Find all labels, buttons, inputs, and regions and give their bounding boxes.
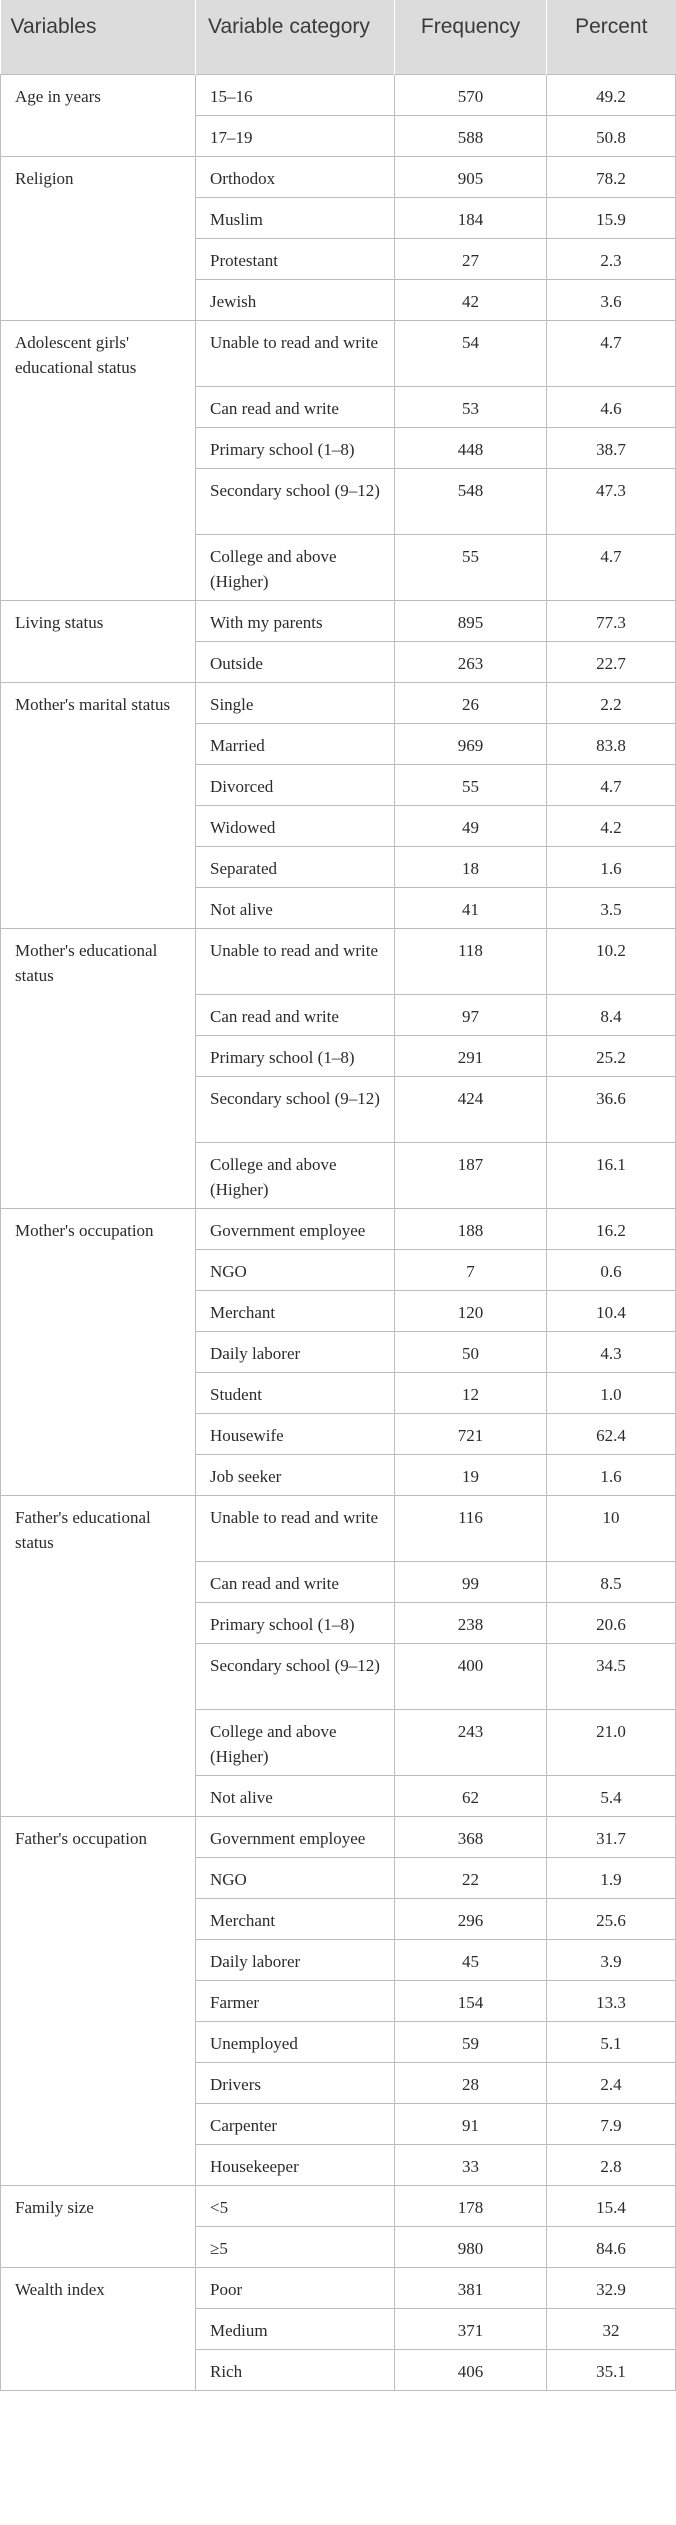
frequency-cell: 296 xyxy=(395,1898,547,1939)
frequency-cell: 905 xyxy=(395,156,547,197)
frequency-cell: 154 xyxy=(395,1980,547,2021)
percent-cell: 10.4 xyxy=(547,1290,676,1331)
table-row xyxy=(1,600,676,641)
table-row xyxy=(1,1208,676,1249)
variable-cell: Father's educational status xyxy=(1,1495,196,1816)
percent-cell: 16.2 xyxy=(547,1208,676,1249)
frequency-cell: 91 xyxy=(395,2103,547,2144)
frequency-cell: 371 xyxy=(395,2308,547,2349)
percent-cell: 4.7 xyxy=(547,534,676,600)
header-category: Variable category xyxy=(196,0,395,74)
frequency-cell: 49 xyxy=(395,805,547,846)
category-cell: Unable to read and write xyxy=(196,320,395,386)
percent-cell: 25.2 xyxy=(547,1035,676,1076)
category-cell: Muslim xyxy=(196,197,395,238)
frequency-cell: 969 xyxy=(395,723,547,764)
frequency-cell: 28 xyxy=(395,2062,547,2103)
variable-cell: Age in years xyxy=(1,74,196,156)
frequency-cell: 97 xyxy=(395,994,547,1035)
variable-cell: Living status xyxy=(1,600,196,682)
category-cell: Merchant xyxy=(196,1898,395,1939)
variable-cell: Mother's educational status xyxy=(1,928,196,1208)
frequency-cell: 263 xyxy=(395,641,547,682)
category-cell: Rich xyxy=(196,2349,395,2390)
frequency-cell: 188 xyxy=(395,1208,547,1249)
variable-cell: Mother's marital status xyxy=(1,682,196,928)
frequency-cell: 33 xyxy=(395,2144,547,2185)
percent-cell: 77.3 xyxy=(547,600,676,641)
category-cell: NGO xyxy=(196,1249,395,1290)
category-cell: Not alive xyxy=(196,887,395,928)
category-cell: Housewife xyxy=(196,1413,395,1454)
percent-cell: 3.6 xyxy=(547,279,676,320)
frequency-cell: 22 xyxy=(395,1857,547,1898)
frequency-cell: 27 xyxy=(395,238,547,279)
table-row xyxy=(1,2185,676,2226)
category-cell: 15–16 xyxy=(196,74,395,115)
percent-cell: 84.6 xyxy=(547,2226,676,2267)
frequency-cell: 18 xyxy=(395,846,547,887)
frequency-cell: 59 xyxy=(395,2021,547,2062)
category-cell: Primary school (1–8) xyxy=(196,1602,395,1643)
header-row xyxy=(1,0,676,74)
frequency-cell: 42 xyxy=(395,279,547,320)
percent-cell: 34.5 xyxy=(547,1643,676,1709)
frequency-cell: 12 xyxy=(395,1372,547,1413)
percent-cell: 31.7 xyxy=(547,1816,676,1857)
category-cell: ≥5 xyxy=(196,2226,395,2267)
category-cell: Daily laborer xyxy=(196,1939,395,1980)
frequency-cell: 187 xyxy=(395,1142,547,1208)
table-row xyxy=(1,1816,676,1857)
frequency-cell: 406 xyxy=(395,2349,547,2390)
percent-cell: 1.0 xyxy=(547,1372,676,1413)
table-row xyxy=(1,1495,676,1561)
table-row xyxy=(1,928,676,994)
category-cell: Can read and write xyxy=(196,386,395,427)
category-cell: Separated xyxy=(196,846,395,887)
header-percent: Percent xyxy=(547,0,676,74)
category-cell: Drivers xyxy=(196,2062,395,2103)
variable-cell: Wealth index xyxy=(1,2267,196,2390)
table-row xyxy=(1,74,676,115)
percent-cell: 3.9 xyxy=(547,1939,676,1980)
percent-cell: 5.1 xyxy=(547,2021,676,2062)
percent-cell: 0.6 xyxy=(547,1249,676,1290)
frequency-cell: 184 xyxy=(395,197,547,238)
category-cell: Primary school (1–8) xyxy=(196,427,395,468)
frequency-cell: 118 xyxy=(395,928,547,994)
frequency-cell: 895 xyxy=(395,600,547,641)
category-cell: Housekeeper xyxy=(196,2144,395,2185)
category-cell: NGO xyxy=(196,1857,395,1898)
percent-cell: 1.6 xyxy=(547,846,676,887)
percent-cell: 21.0 xyxy=(547,1709,676,1775)
percent-cell: 4.3 xyxy=(547,1331,676,1372)
category-cell: Jewish xyxy=(196,279,395,320)
percent-cell: 16.1 xyxy=(547,1142,676,1208)
category-cell: 17–19 xyxy=(196,115,395,156)
frequency-cell: 41 xyxy=(395,887,547,928)
percent-cell: 49.2 xyxy=(547,74,676,115)
frequency-cell: 980 xyxy=(395,2226,547,2267)
category-cell: Student xyxy=(196,1372,395,1413)
variable-cell: Father's occupation xyxy=(1,1816,196,2185)
percent-cell: 4.2 xyxy=(547,805,676,846)
table-body xyxy=(1,74,676,2390)
percent-cell: 4.7 xyxy=(547,764,676,805)
percent-cell: 1.9 xyxy=(547,1857,676,1898)
percent-cell: 22.7 xyxy=(547,641,676,682)
category-cell: Primary school (1–8) xyxy=(196,1035,395,1076)
percent-cell: 2.2 xyxy=(547,682,676,723)
percent-cell: 78.2 xyxy=(547,156,676,197)
percent-cell: 32 xyxy=(547,2308,676,2349)
percent-cell: 20.6 xyxy=(547,1602,676,1643)
percent-cell: 10 xyxy=(547,1495,676,1561)
frequency-cell: 53 xyxy=(395,386,547,427)
percent-cell: 1.6 xyxy=(547,1454,676,1495)
percent-cell: 4.7 xyxy=(547,320,676,386)
header-frequency: Frequency xyxy=(395,0,547,74)
category-cell: Orthodox xyxy=(196,156,395,197)
category-cell: Secondary school (9–12) xyxy=(196,1643,395,1709)
category-cell: Job seeker xyxy=(196,1454,395,1495)
percent-cell: 50.8 xyxy=(547,115,676,156)
percent-cell: 2.4 xyxy=(547,2062,676,2103)
percent-cell: 2.3 xyxy=(547,238,676,279)
frequency-cell: 721 xyxy=(395,1413,547,1454)
frequency-cell: 26 xyxy=(395,682,547,723)
category-cell: Not alive xyxy=(196,1775,395,1816)
category-cell: Can read and write xyxy=(196,994,395,1035)
variable-cell: Family size xyxy=(1,2185,196,2267)
percent-cell: 47.3 xyxy=(547,468,676,534)
frequency-cell: 120 xyxy=(395,1290,547,1331)
frequency-cell: 50 xyxy=(395,1331,547,1372)
table-row xyxy=(1,682,676,723)
category-cell: Medium xyxy=(196,2308,395,2349)
frequency-cell: 62 xyxy=(395,1775,547,1816)
frequency-cell: 400 xyxy=(395,1643,547,1709)
category-cell: College and above (Higher) xyxy=(196,1709,395,1775)
frequency-cell: 448 xyxy=(395,427,547,468)
variable-cell: Adolescent girls' educational status xyxy=(1,320,196,600)
percent-cell: 4.6 xyxy=(547,386,676,427)
category-cell: Divorced xyxy=(196,764,395,805)
category-cell: Daily laborer xyxy=(196,1331,395,1372)
frequency-cell: 243 xyxy=(395,1709,547,1775)
category-cell: With my parents xyxy=(196,600,395,641)
category-cell: College and above (Higher) xyxy=(196,534,395,600)
category-cell: Married xyxy=(196,723,395,764)
percent-cell: 5.4 xyxy=(547,1775,676,1816)
percent-cell: 8.5 xyxy=(547,1561,676,1602)
frequency-cell: 291 xyxy=(395,1035,547,1076)
percent-cell: 7.9 xyxy=(547,2103,676,2144)
category-cell: Carpenter xyxy=(196,2103,395,2144)
percent-cell: 3.5 xyxy=(547,887,676,928)
frequency-cell: 381 xyxy=(395,2267,547,2308)
category-cell: Outside xyxy=(196,641,395,682)
frequency-cell: 99 xyxy=(395,1561,547,1602)
frequency-cell: 424 xyxy=(395,1076,547,1142)
percent-cell: 8.4 xyxy=(547,994,676,1035)
percent-cell: 15.9 xyxy=(547,197,676,238)
table-row xyxy=(1,156,676,197)
category-cell: Unable to read and write xyxy=(196,928,395,994)
percent-cell: 32.9 xyxy=(547,2267,676,2308)
frequency-cell: 238 xyxy=(395,1602,547,1643)
percent-cell: 25.6 xyxy=(547,1898,676,1939)
frequency-cell: 570 xyxy=(395,74,547,115)
percent-cell: 15.4 xyxy=(547,2185,676,2226)
frequency-cell: 45 xyxy=(395,1939,547,1980)
frequency-cell: 548 xyxy=(395,468,547,534)
frequency-cell: 368 xyxy=(395,1816,547,1857)
percent-cell: 2.8 xyxy=(547,2144,676,2185)
category-cell: Merchant xyxy=(196,1290,395,1331)
frequency-cell: 588 xyxy=(395,115,547,156)
frequency-cell: 55 xyxy=(395,534,547,600)
table-row xyxy=(1,2267,676,2308)
category-cell: Government employee xyxy=(196,1208,395,1249)
percent-cell: 13.3 xyxy=(547,1980,676,2021)
category-cell: Government employee xyxy=(196,1816,395,1857)
table-row xyxy=(1,320,676,386)
percent-cell: 83.8 xyxy=(547,723,676,764)
category-cell: Secondary school (9–12) xyxy=(196,1076,395,1142)
category-cell: Unable to read and write xyxy=(196,1495,395,1561)
category-cell: Single xyxy=(196,682,395,723)
percent-cell: 10.2 xyxy=(547,928,676,994)
percent-cell: 35.1 xyxy=(547,2349,676,2390)
category-cell: Unemployed xyxy=(196,2021,395,2062)
category-cell: Protestant xyxy=(196,238,395,279)
frequency-cell: 54 xyxy=(395,320,547,386)
frequency-cell: 116 xyxy=(395,1495,547,1561)
category-cell: Can read and write xyxy=(196,1561,395,1602)
table-header xyxy=(1,0,676,74)
frequency-cell: 19 xyxy=(395,1454,547,1495)
category-cell: <5 xyxy=(196,2185,395,2226)
frequency-cell: 178 xyxy=(395,2185,547,2226)
variable-cell: Religion xyxy=(1,156,196,320)
category-cell: College and above (Higher) xyxy=(196,1142,395,1208)
variable-cell: Mother's occupation xyxy=(1,1208,196,1495)
category-cell: Secondary school (9–12) xyxy=(196,468,395,534)
percent-cell: 62.4 xyxy=(547,1413,676,1454)
percent-cell: 38.7 xyxy=(547,427,676,468)
percent-cell: 36.6 xyxy=(547,1076,676,1142)
category-cell: Widowed xyxy=(196,805,395,846)
category-cell: Farmer xyxy=(196,1980,395,2021)
frequency-cell: 7 xyxy=(395,1249,547,1290)
frequency-cell: 55 xyxy=(395,764,547,805)
category-cell: Poor xyxy=(196,2267,395,2308)
header-variables: Variables xyxy=(1,0,196,74)
